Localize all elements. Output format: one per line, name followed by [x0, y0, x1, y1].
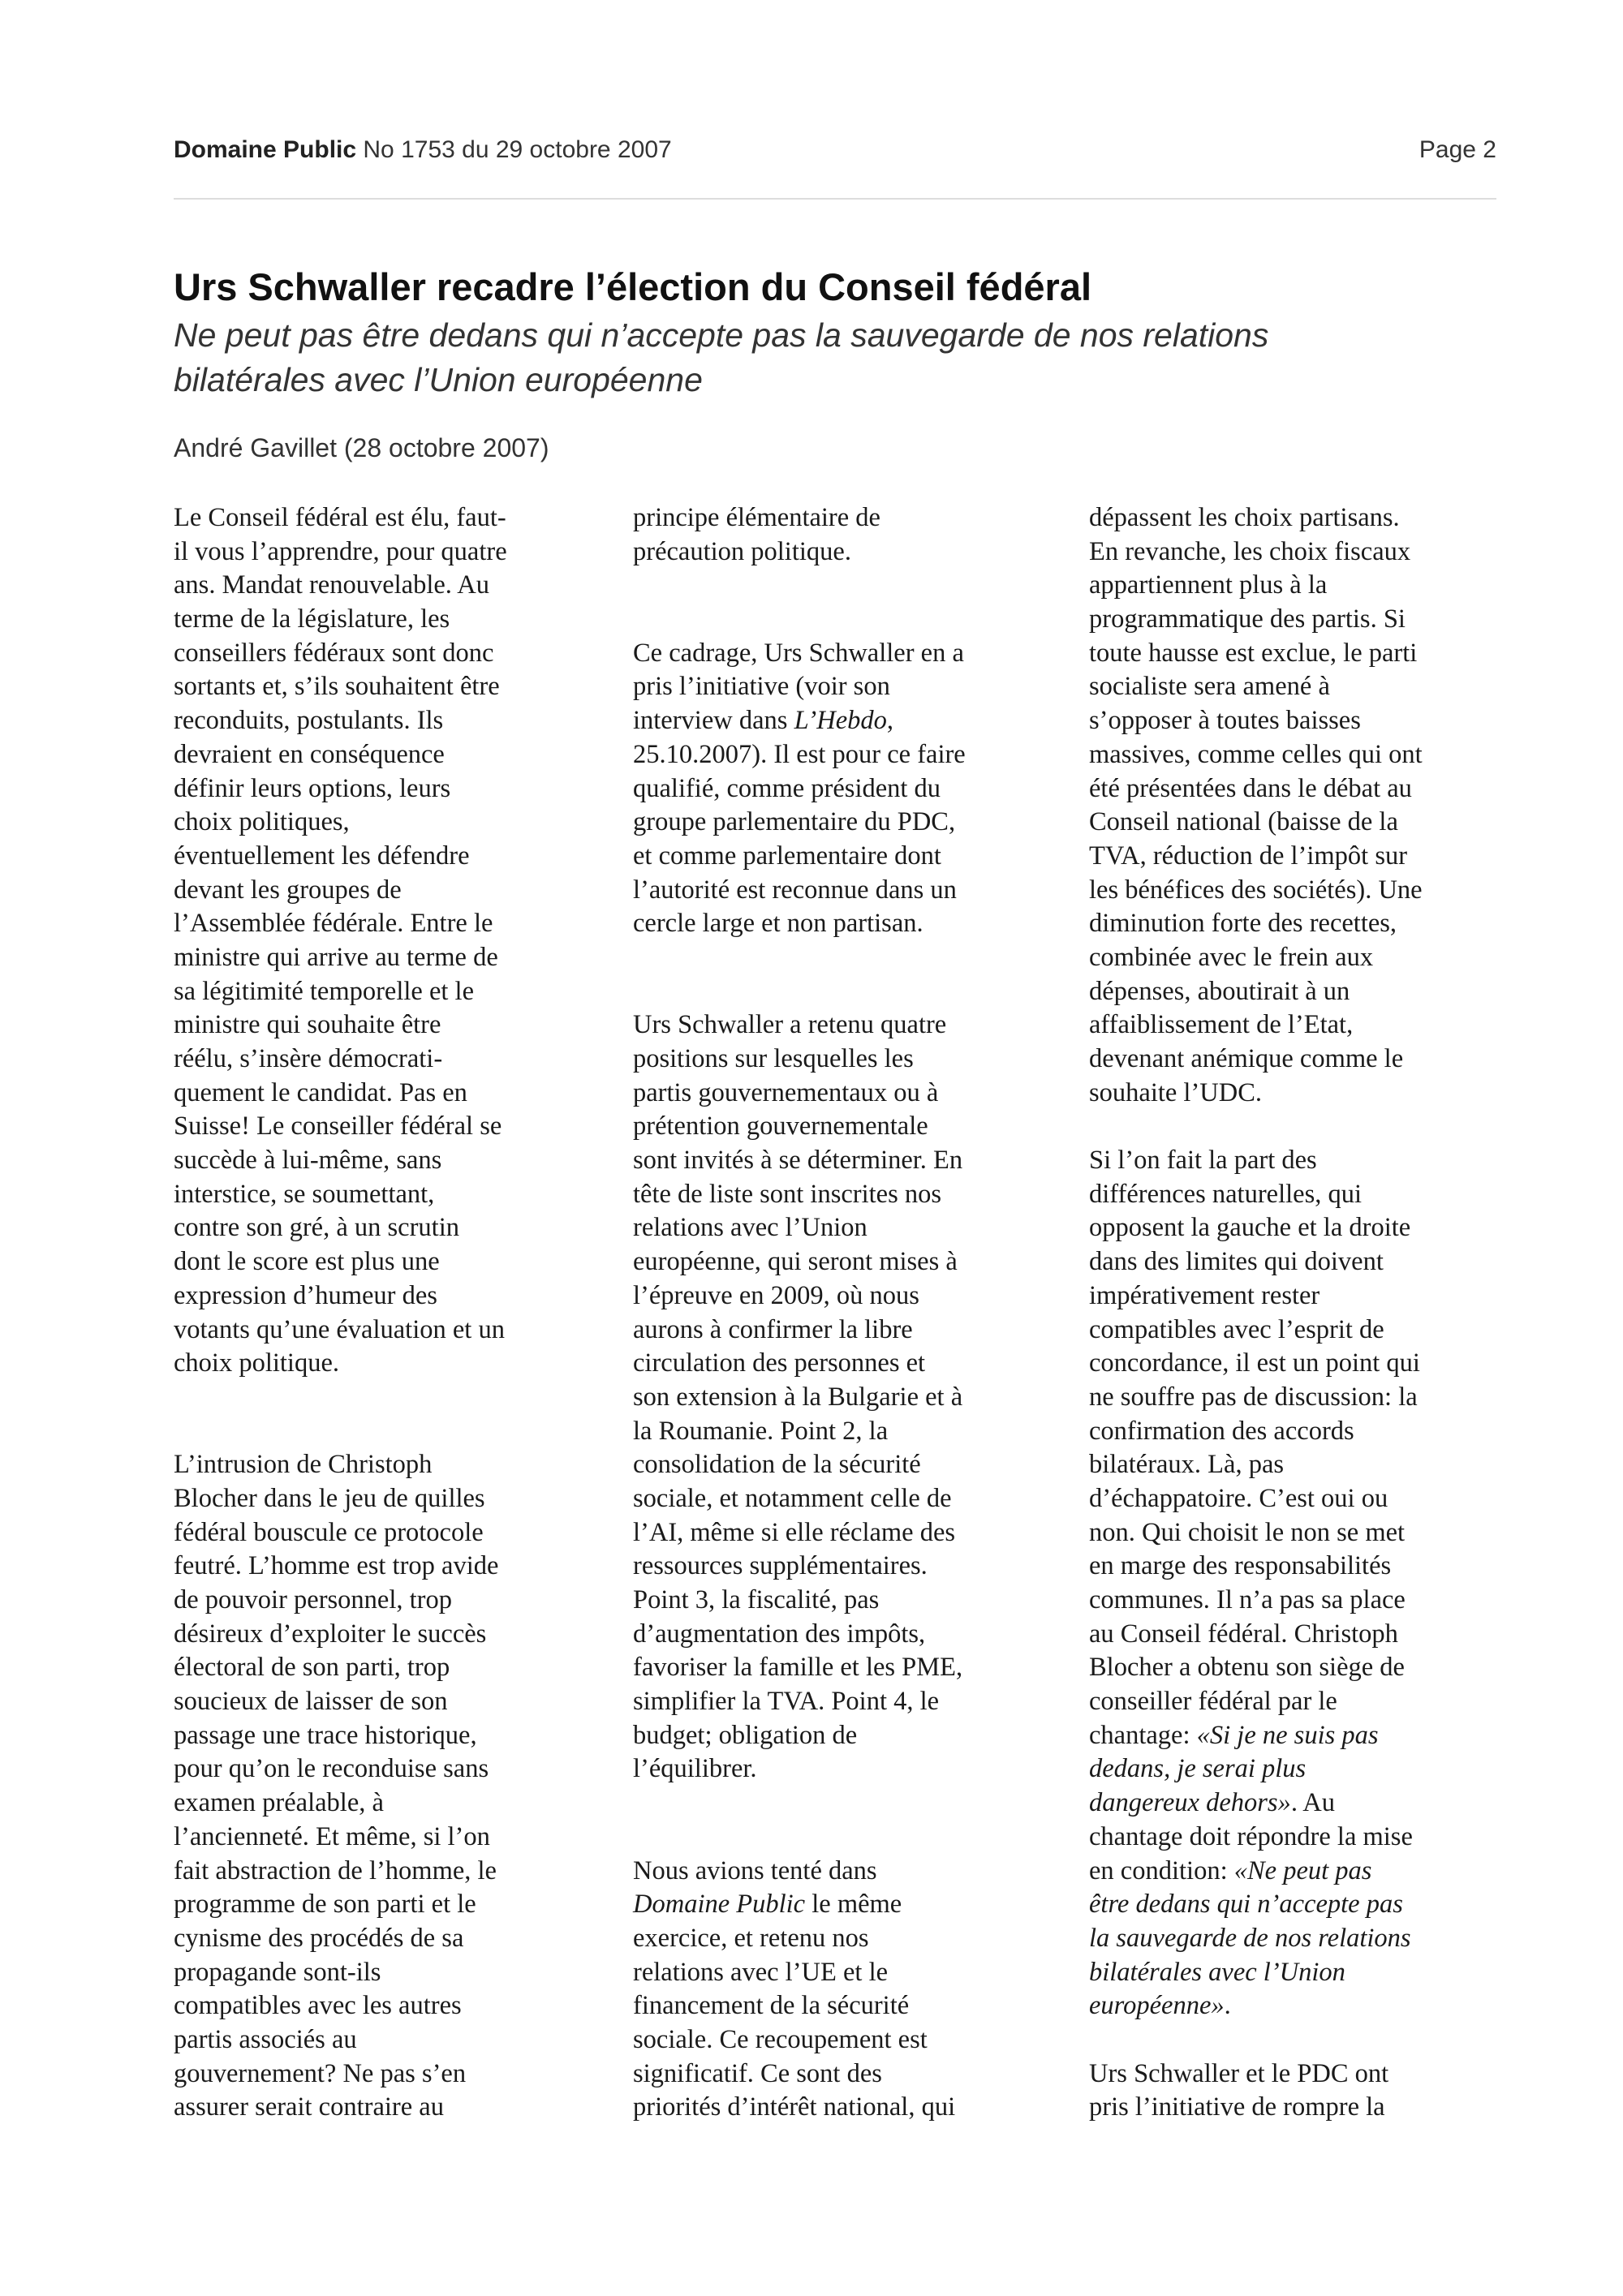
text-line: Blocher dans le jeu de quilles: [174, 1483, 485, 1513]
column-1: [174, 501, 604, 2125]
text-line: non. Qui choisit le non se met: [1089, 1517, 1406, 1547]
text-line: devraient en conséquence: [174, 739, 445, 769]
text-line: budget; obligation de: [633, 1720, 858, 1750]
text-line: toute hausse est exclue, le parti: [1089, 638, 1418, 668]
text-line: Domaine Public le même: [633, 1890, 902, 1920]
text-line: ministre qui souhaite être: [174, 1010, 441, 1040]
text-line: compatibles avec l’esprit de: [1089, 1314, 1384, 1344]
text-line: concordance, il est un point qui: [1089, 1348, 1420, 1378]
text-line: s’opposer à toutes baisses: [1089, 706, 1361, 736]
text-line: sociale. Ce recoupement est: [633, 2024, 928, 2054]
text-line: qualifié, comme président du: [633, 773, 941, 803]
text-line: exercice, et retenu nos: [633, 1923, 869, 1953]
text-line: priorités d’intérêt national, qui: [633, 2092, 956, 2122]
publication-info: [174, 136, 672, 164]
text-line: dépenses, aboutirait à un: [1089, 976, 1350, 1006]
text-line: dans des limites qui doivent: [1089, 1247, 1384, 1277]
text-line: interstice, se soumettant,: [174, 1179, 435, 1209]
quote: la sauvegarde de nos relations: [1089, 1923, 1411, 1953]
text-line: Urs Schwaller et le PDC ont: [1089, 2058, 1389, 2088]
text-line: il vous l’apprendre, pour quatre: [174, 536, 507, 566]
text-line: conseillers fédéraux sont donc: [174, 638, 494, 668]
text-line: Blocher a obtenu son siège de: [1089, 1653, 1405, 1683]
text-line: favoriser la famille et les PME,: [633, 1653, 963, 1683]
text-line: de pouvoir personnel, trop: [174, 1585, 452, 1615]
quote: «Ne peut pas: [1233, 1855, 1372, 1885]
text-line: dépassent les choix partisans.: [1089, 503, 1400, 532]
text-line: relations avec l’UE et le: [633, 1957, 889, 1987]
text-line: diminution forte des recettes,: [1089, 909, 1397, 939]
text-line: [1089, 1888, 1519, 1922]
column-2-part-a: [633, 501, 1063, 704]
text-line: désireux d’exploiter le succès: [174, 1619, 487, 1649]
column-2: [633, 501, 1063, 2125]
text-line: et comme parlementaire dont: [633, 841, 941, 871]
text-line: 25.10.2007). Il est pour ce faire: [633, 739, 966, 769]
quote: bilatérales avec l’Union: [1089, 1957, 1345, 1987]
quote: «Si je ne suis pas: [1196, 1720, 1379, 1750]
text-line: combinée avec le frein aux: [1089, 942, 1374, 972]
text-line: réélu, s’insère démocrati-: [174, 1044, 443, 1073]
text-line: l’AI, même si elle réclame des: [633, 1517, 956, 1547]
text-line: compatibles avec les autres: [174, 1991, 462, 2021]
text-line: propagande sont-ils: [174, 1957, 381, 1987]
text-line: ministre qui arrive au terme de: [174, 942, 498, 972]
text-line: aurons à confirmer la libre: [633, 1314, 913, 1344]
text-line: prétention gouvernementale: [633, 1111, 928, 1142]
text-line: feutré. L’homme est trop avide: [174, 1551, 499, 1581]
column-3: [1089, 501, 1519, 2125]
text-line: dont le score est plus une: [174, 1247, 440, 1277]
paragraph-gap: [633, 975, 1063, 1009]
text-line: l’autorité est reconnue dans un: [633, 875, 957, 905]
text-line: interview dans L’Hebdo,: [633, 706, 894, 736]
text-line: [1089, 1752, 1519, 1786]
text-line: différences naturelles, qui: [1089, 1179, 1362, 1209]
paragraph-gap: [633, 603, 1063, 637]
text-line: massives, comme celles qui ont: [1089, 739, 1423, 769]
text-line: cynisme des procédés de sa: [174, 1923, 464, 1953]
column-2-part-c: [633, 1922, 1063, 2125]
text-line: fédéral bouscule ce protocole: [174, 1517, 484, 1547]
text-line: programme de son parti et le: [174, 1890, 476, 1920]
text-line: chantage doit répondre la mise: [1089, 1821, 1413, 1851]
text-line: pour qu’on le reconduise sans: [174, 1754, 489, 1784]
text-line: socialiste sera amené à: [1089, 672, 1330, 702]
text-line: électoral de son parti, trop: [174, 1653, 450, 1683]
text-line: communes. Il n’a pas sa place: [1089, 1585, 1406, 1615]
text-line: succède à lui-même, sans: [174, 1146, 442, 1176]
text-line: pris l’initiative (voir son: [633, 672, 890, 702]
paragraph-gap: [633, 941, 1063, 975]
quote: européenne»: [1089, 1991, 1225, 2021]
text-line: européenne».: [1089, 1991, 1231, 2021]
text-line: soucieux de laisser de son: [174, 1687, 448, 1717]
issue-info: No 1753 du 29 octobre 2007: [363, 136, 672, 163]
quote: dedans, je serai plus: [1089, 1754, 1307, 1784]
text-line: L’intrusion de Christoph: [174, 1450, 433, 1480]
text-line: d’augmentation des impôts,: [633, 1619, 926, 1649]
text-line: circulation des personnes et: [633, 1348, 926, 1378]
publication-name: Domaine Public: [174, 136, 357, 163]
text-line: partis gouvernementaux ou à: [633, 1077, 939, 1107]
text-line: simplifier la TVA. Point 4, le: [633, 1687, 940, 1717]
text-line: l’ancienneté. Et même, si l’on: [174, 1821, 490, 1851]
quote: être dedans qui n’accepte pas: [1089, 1890, 1403, 1920]
page-number: Page 2: [1419, 136, 1496, 163]
text-line: en marge des responsabilités: [1089, 1551, 1392, 1581]
column-2-part-b: [633, 738, 1063, 1888]
text-line: européenne, qui seront mises à: [633, 1247, 958, 1277]
paragraph-gap: [633, 1786, 1063, 1821]
text-line: les bénéfices des sociétés). Une: [1089, 875, 1423, 905]
text-line: d’échappatoire. C’est oui ou: [1089, 1483, 1388, 1513]
text-line: TVA, réduction de l’impôt sur: [1089, 841, 1408, 871]
text-line: choix politique.: [174, 1348, 339, 1378]
header-divider: [174, 198, 1496, 200]
text-line: ans. Mandat renouvelable. Au: [174, 570, 489, 600]
text-line: tête de liste sont inscrites nos: [633, 1179, 942, 1209]
text-line: Urs Schwaller a retenu quatre: [633, 1010, 947, 1040]
text-line: chantage: «Si je ne suis pas: [1089, 1720, 1379, 1750]
text-line: Conseil national (baisse de la: [1089, 807, 1398, 837]
text-line: financement de la sécurité: [633, 1991, 910, 2021]
paragraph-gap: [174, 1381, 604, 1415]
text-line: l’équilibrer.: [633, 1754, 757, 1784]
text-line: l’épreuve en 2009, où nous: [633, 1280, 919, 1310]
text-line: confirmation des accords: [1089, 1416, 1354, 1446]
text-line: conseiller fédéral par le: [1089, 1687, 1337, 1717]
text-line: au Conseil fédéral. Christoph: [1089, 1619, 1398, 1649]
article-byline: André Gavillet (28 octobre 2007): [174, 433, 549, 462]
text-line: appartiennent plus à la: [1089, 570, 1328, 600]
text-line: Ce cadrage, Urs Schwaller en a: [633, 638, 964, 668]
text-line: examen préalable, à: [174, 1788, 384, 1818]
publication-reference: Domaine Public: [633, 1890, 806, 1920]
quote: dangereux dehors»: [1089, 1788, 1291, 1818]
text-line: sortants et, s’ils souhaitent être: [174, 672, 500, 702]
text-line: sa légitimité temporelle et le: [174, 976, 475, 1006]
text-line: votants qu’une évaluation et un: [174, 1314, 505, 1344]
paragraph-gap: [1089, 1110, 1519, 1144]
text-line: son extension à la Bulgarie et à: [633, 1382, 963, 1412]
text-line: relations avec l’Union: [633, 1213, 867, 1243]
text-line: sociale, et notamment celle de: [633, 1483, 952, 1513]
text-line: partis associés au: [174, 2024, 357, 2054]
text-line: assurer serait contraire au: [174, 2092, 444, 2122]
paragraph-gap: [633, 1821, 1063, 1855]
text-line: programmatique des partis. Si: [1089, 604, 1406, 634]
text-line: Si l’on fait la part des: [1089, 1146, 1317, 1176]
text-line: Nous avions tenté dans: [633, 1855, 877, 1885]
text-line: impérativement rester: [1089, 1280, 1320, 1310]
subtitle-line-1: Ne peut pas être dedans qui n’accepte pas la sauvegarde de nos relations: [174, 316, 1269, 354]
text-line: Point 3, la fiscalité, pas: [633, 1585, 880, 1615]
text-line: pris l’initiative de rompre la: [1089, 2092, 1385, 2122]
text-line: l’Assemblée fédérale. Entre le: [174, 909, 493, 939]
text-line: significatif. Ce sont des: [633, 2058, 882, 2088]
text-line: expression d’humeur des: [174, 1280, 437, 1310]
text-line: quement le candidat. Pas en: [174, 1077, 467, 1107]
text-line: cercle large et non partisan.: [633, 909, 923, 939]
paragraph-gap: [174, 1415, 604, 1449]
text-line: fait abstraction de l’homme, le: [174, 1855, 497, 1885]
text-line: dangereux dehors». Au: [1089, 1788, 1335, 1818]
text-line: [1089, 1922, 1519, 1956]
subtitle-line-2: bilatérales avec l’Union européenne: [174, 361, 703, 398]
text-line: principe élémentaire de: [633, 503, 880, 532]
text-line: consolidation de la sécurité: [633, 1450, 921, 1480]
paragraph-gap: [1089, 2023, 1519, 2057]
text-line: précaution politique.: [633, 536, 851, 566]
text-line: groupe parlementaire du PDC,: [633, 807, 956, 837]
text-line: Suisse! Le conseiller fédéral se: [174, 1111, 502, 1142]
text-line: Le Conseil fédéral est élu, faut-: [174, 503, 506, 532]
text-line: devant les groupes de: [174, 875, 402, 905]
page-header: [174, 136, 1496, 164]
text-line: éventuellement les défendre: [174, 841, 470, 871]
text-line: terme de la législature, les: [174, 604, 450, 634]
column-3-part-b: [1089, 2023, 1519, 2125]
text-line: été présentées dans le débat au: [1089, 773, 1412, 803]
column-3-part-a: [1089, 501, 1519, 1719]
article-title: Urs Schwaller recadre l’élection du Conseil fédéral: [174, 265, 1092, 308]
text-line: choix politiques,: [174, 807, 350, 837]
text-line: souhaite l’UDC.: [1089, 1077, 1263, 1107]
text-line: positions sur lesquelles les: [633, 1044, 914, 1073]
text-line: reconduits, postulants. Ils: [174, 706, 444, 736]
text-line: contre son gré, à un scrutin: [174, 1213, 459, 1243]
text-line: sont invités à se déterminer. En: [633, 1146, 963, 1176]
text-line: opposent la gauche et la droite: [1089, 1213, 1411, 1243]
text-line: En revanche, les choix fiscaux: [1089, 536, 1411, 566]
text-line: la Roumanie. Point 2, la: [633, 1416, 889, 1446]
text-line: en condition: «Ne peut pas: [1089, 1855, 1372, 1885]
text-line: définir leurs options, leurs: [174, 773, 451, 803]
text-line: passage une trace historique,: [174, 1720, 477, 1750]
text-line: gouvernement? Ne pas s’en: [174, 2058, 467, 2088]
article-subtitle: [174, 313, 1496, 402]
text-line: ne souffre pas de discussion: la: [1089, 1382, 1418, 1412]
text-line: affaiblissement de l’Etat,: [1089, 1010, 1354, 1040]
text-line: ressources supplémentaires.: [633, 1551, 928, 1581]
publication-reference: L’Hebdo: [794, 706, 887, 736]
text-line: [1089, 1956, 1519, 1990]
paragraph-gap: [633, 569, 1063, 603]
text-line: bilatéraux. Là, pas: [1089, 1450, 1285, 1480]
text-line: devenant anémique comme le: [1089, 1044, 1404, 1073]
